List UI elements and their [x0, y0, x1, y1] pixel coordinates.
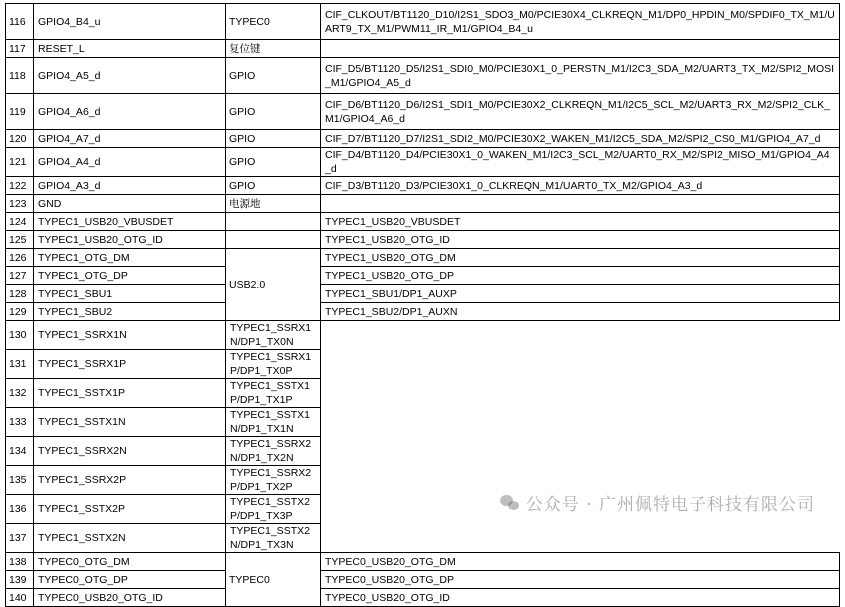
pin-type-cell: GPIO — [226, 130, 321, 148]
pin-function-cell: TYPEC1_SSTX2N/DP1_TX3N — [226, 524, 321, 553]
pin-number-cell: 118 — [6, 58, 34, 94]
pin-number-cell: 139 — [6, 571, 34, 589]
pin-number-cell: 123 — [6, 195, 34, 213]
pin-type-cell: TYPEC0 — [226, 4, 321, 40]
pin-function-cell: TYPEC1_SSTX1N/DP1_TX1N — [226, 408, 321, 437]
pin-number-cell: 127 — [6, 267, 34, 285]
table-row — [6, 571, 840, 589]
pin-number-cell: 133 — [6, 408, 34, 437]
table-row — [6, 40, 840, 58]
table-row — [6, 249, 840, 267]
pin-name-cell: TYPEC1_SBU1 — [34, 285, 226, 303]
pin-name-cell: GPIO4_A6_d — [34, 94, 226, 130]
table-row — [6, 231, 840, 249]
pin-function-cell: CIF_D3/BT1120_D3/PCIE30X1_0_CLKREQN_M1/UART0_TX_M2/GPIO4_A3_d — [321, 177, 840, 195]
table-row — [6, 58, 840, 94]
pin-name-cell: TYPEC1_OTG_DP — [34, 267, 226, 285]
pin-number-cell: 130 — [6, 321, 34, 350]
table-row — [6, 379, 840, 408]
pin-number-cell: 120 — [6, 130, 34, 148]
table-row — [6, 589, 840, 607]
pin-function-cell: TYPEC1_SSRX2N/DP1_TX2N — [226, 437, 321, 466]
pin-name-cell: TYPEC0_OTG_DP — [34, 571, 226, 589]
pin-function-cell: CIF_D6/BT1120_D6/I2S1_SDI1_M0/PCIE30X2_CLKREQN_M1/I2C5_SCL_M2/UART3_RX_M2/SPI2_CLK_M1/GPIO4_A6_d — [321, 94, 840, 130]
pin-function-cell: TYPEC1_USB20_VBUSDET — [321, 213, 840, 231]
pin-function-cell: TYPEC1_SBU2/DP1_AUXN — [321, 303, 840, 321]
pin-number-cell: 125 — [6, 231, 34, 249]
table-row — [6, 4, 840, 40]
pin-function-cell: TYPEC1_USB20_OTG_DM — [321, 249, 840, 267]
table-row — [6, 130, 840, 148]
pin-function-cell: TYPEC1_SSTX2P/DP1_TX3P — [226, 495, 321, 524]
pin-type-cell: USB2.0 — [226, 249, 321, 321]
pin-number-cell: 128 — [6, 285, 34, 303]
table-row — [6, 408, 840, 437]
pin-function-cell: CIF_D4/BT1120_D4/PCIE30X1_0_WAKEN_M1/I2C3_SCL_M2/UART0_RX_M2/SPI2_MISO_M1/GPIO4_A4_d — [321, 148, 840, 177]
table-row — [6, 267, 840, 285]
table-row — [6, 177, 840, 195]
pin-number-cell: 136 — [6, 495, 34, 524]
pin-function-cell — [321, 195, 840, 213]
pin-number-cell: 117 — [6, 40, 34, 58]
pin-name-cell: RESET_L — [34, 40, 226, 58]
pin-number-cell: 116 — [6, 4, 34, 40]
pin-name-cell: TYPEC1_SSRX1P — [34, 350, 226, 379]
pin-function-cell: TYPEC1_SSRX2P/DP1_TX2P — [226, 466, 321, 495]
pin-function-cell: TYPEC1_USB20_OTG_ID — [321, 231, 840, 249]
wechat-icon — [500, 494, 520, 511]
pin-name-cell: TYPEC1_SSTX2N — [34, 524, 226, 553]
pin-number-cell: 119 — [6, 94, 34, 130]
pin-name-cell: TYPEC1_SSTX2P — [34, 495, 226, 524]
table-row — [6, 195, 840, 213]
watermark — [500, 490, 815, 515]
pin-number-cell: 124 — [6, 213, 34, 231]
pin-number-cell: 129 — [6, 303, 34, 321]
pin-name-cell: GPIO4_A5_d — [34, 58, 226, 94]
pin-function-cell: TYPEC1_SSRX1P/DP1_TX0P — [226, 350, 321, 379]
pin-function-cell — [321, 40, 840, 58]
pin-function-cell: TYPEC1_USB20_OTG_DP — [321, 267, 840, 285]
pin-function-cell: TYPEC1_SSTX1P/DP1_TX1P — [226, 379, 321, 408]
watermark-text: 公众号 · 广州佩特电子科技有限公司 — [525, 495, 815, 515]
pin-function-cell: CIF_CLKOUT/BT1120_D10/I2S1_SDO3_M0/PCIE30X4_CLKREQN_M1/DP0_HPDIN_M0/SPDIF0_TX_M1/UART9_TX_M1/PWM11_IR_M1/GPIO4_B4_u — [321, 4, 840, 40]
pin-number-cell: 135 — [6, 466, 34, 495]
pin-type-cell: 电源地 — [226, 195, 321, 213]
pin-number-cell: 122 — [6, 177, 34, 195]
pin-function-cell: TYPEC1_SSRX1N/DP1_TX0N — [226, 321, 321, 350]
table-row — [6, 524, 840, 553]
pin-function-cell: TYPEC1_SBU1/DP1_AUXP — [321, 285, 840, 303]
pin-number-cell: 132 — [6, 379, 34, 408]
pin-type-cell: GPIO — [226, 94, 321, 130]
pin-type-cell — [226, 231, 321, 249]
pin-function-cell: CIF_D7/BT1120_D7/I2S1_SDI2_M0/PCIE30X2_WAKEN_M1/I2C5_SDA_M2/SPI2_CS0_M1/GPIO4_A7_d — [321, 130, 840, 148]
pin-name-cell: GPIO4_A3_d — [34, 177, 226, 195]
pin-function-cell: TYPEC0_USB20_OTG_DM — [321, 553, 840, 571]
table-row — [6, 285, 840, 303]
pin-type-cell — [226, 213, 321, 231]
pin-number-cell: 140 — [6, 589, 34, 607]
pin-number-cell: 138 — [6, 553, 34, 571]
pin-type-cell: 复位键 — [226, 40, 321, 58]
table-row — [6, 321, 840, 350]
table-row — [6, 148, 840, 177]
pin-function-cell: CIF_D5/BT1120_D5/I2S1_SDI0_M0/PCIE30X1_0_PERSTN_M1/I2C3_SDA_M2/UART3_TX_M2/SPI2_MOSI_M1/GPIO4_A5_d — [321, 58, 840, 94]
table-row — [6, 437, 840, 466]
pin-type-cell: GPIO — [226, 177, 321, 195]
table-row — [6, 553, 840, 571]
pin-function-cell: TYPEC0_USB20_OTG_ID — [321, 589, 840, 607]
pin-type-cell: GPIO — [226, 58, 321, 94]
pin-table — [5, 3, 840, 607]
pin-name-cell: TYPEC0_OTG_DM — [34, 553, 226, 571]
pin-number-cell: 121 — [6, 148, 34, 177]
table-row — [6, 350, 840, 379]
pin-table-body — [6, 4, 840, 607]
pin-number-cell: 126 — [6, 249, 34, 267]
pin-name-cell: TYPEC1_SSRX1N — [34, 321, 226, 350]
pin-name-cell: TYPEC1_SBU2 — [34, 303, 226, 321]
pin-name-cell: TYPEC1_SSTX1N — [34, 408, 226, 437]
pin-name-cell: TYPEC1_SSRX2P — [34, 466, 226, 495]
pin-name-cell: GPIO4_A4_d — [34, 148, 226, 177]
pin-name-cell: TYPEC1_SSRX2N — [34, 437, 226, 466]
pin-name-cell: TYPEC1_USB20_VBUSDET — [34, 213, 226, 231]
pin-number-cell: 134 — [6, 437, 34, 466]
pin-type-cell: TYPEC0 — [226, 553, 321, 607]
pin-name-cell: GND — [34, 195, 226, 213]
pin-function-cell: TYPEC0_USB20_OTG_DP — [321, 571, 840, 589]
pin-name-cell: GPIO4_B4_u — [34, 4, 226, 40]
pin-name-cell: TYPEC1_USB20_OTG_ID — [34, 231, 226, 249]
pin-type-cell: GPIO — [226, 148, 321, 177]
pin-number-cell: 131 — [6, 350, 34, 379]
table-row — [6, 303, 840, 321]
table-row — [6, 94, 840, 130]
pin-name-cell: TYPEC0_USB20_OTG_ID — [34, 589, 226, 607]
pin-name-cell: TYPEC1_OTG_DM — [34, 249, 226, 267]
pin-name-cell: TYPEC1_SSTX1P — [34, 379, 226, 408]
table-row — [6, 213, 840, 231]
pin-number-cell: 137 — [6, 524, 34, 553]
pin-name-cell: GPIO4_A7_d — [34, 130, 226, 148]
